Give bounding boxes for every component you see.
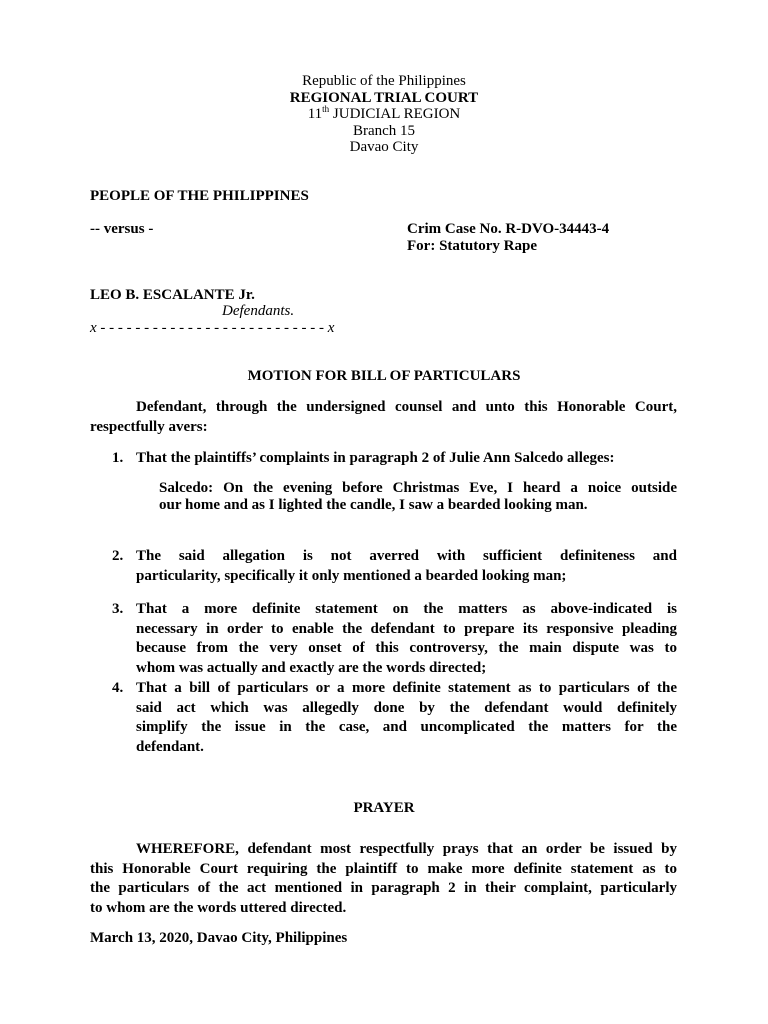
court-name: REGIONAL TRIAL COURT: [289, 90, 479, 106]
prayer-line: WHEREFORE, defendant most respectfully prays that an order be issued by: [136, 841, 677, 857]
item-line: particularity, specifically it only mentioned a bearded looking man;: [136, 567, 567, 584]
item-number: 4.: [112, 680, 124, 696]
prayer-heading: PRAYER: [353, 800, 415, 816]
case-number: Crim Case No. R-DVO-34443-4: [407, 221, 610, 237]
item-line: whom was actually and exactly are the words directed;: [136, 659, 487, 676]
item-number: 3.: [112, 601, 124, 617]
city-line: Davao City: [349, 139, 419, 155]
motion-title: MOTION FOR BILL OF PARTICULARS: [247, 368, 521, 384]
region-suffix: th: [322, 104, 330, 114]
republic-line: Republic of the Philippines: [302, 73, 466, 89]
item-line: That a more definite statement on the matters as above-indicated is: [136, 601, 677, 617]
item-line: simplify the issue in the case, and uncomplicated the matters for the: [136, 719, 677, 735]
item-line: The said allegation is not averred with sufficient definiteness and: [136, 548, 677, 564]
prayer-line: to whom are the words uttered directed.: [90, 899, 347, 916]
item-line: That the plaintiffs’ complaints in paragraph 2 of Julie Ann Salcedo alleges:: [136, 450, 615, 466]
item-line: necessary in order to enable the defendant to prepare its responsive pleading: [136, 620, 677, 637]
intro-paragraph: [90, 398, 677, 437]
list-item: [136, 679, 677, 757]
defendant-name: LEO B. ESCALANTE Jr.: [90, 287, 255, 303]
quote-line: our home and as I lighted the candle, I saw a bearded looking man.: [159, 497, 588, 513]
list-item: [136, 600, 677, 678]
plaintiff-name: PEOPLE OF THE PHILIPPINES: [90, 188, 309, 204]
intro-line: respectfully avers:: [90, 418, 208, 435]
date-line: March 13, 2020, Davao City, Philippines: [90, 930, 348, 946]
defendant-label: Defendants.: [222, 303, 295, 319]
region-text: JUDICIAL REGION: [329, 106, 461, 122]
item-line: because from the very onset of this controversy, the main dispute was to: [136, 640, 677, 656]
list-item: [136, 547, 677, 586]
intro-line: Defendant, through the undersigned counsel and unto this Honorable Court,: [136, 399, 677, 415]
prayer-line: the particulars of the act mentioned in paragraph 2 in their complaint, particularly: [90, 880, 677, 896]
branch-line: Branch 15: [352, 123, 416, 139]
caption-separator: x - - - - - - - - - - - - - - - - - - - - - - - - - - x: [90, 320, 335, 336]
prayer-paragraph: [90, 840, 677, 918]
item-line: That a bill of particulars or a more definite statement as to particulars of the: [136, 680, 677, 696]
quote-line: Salcedo: On the evening before Christmas Eve, I heard a noice outside: [159, 480, 677, 496]
region-number: 11: [307, 106, 323, 122]
list-item: [136, 449, 696, 469]
item-number: 2.: [112, 548, 124, 564]
item-line: defendant.: [136, 738, 204, 755]
prayer-line: this Honorable Court requiring the plaintiff to make more definite statement as to: [90, 860, 677, 877]
item-line: said act which was allegedly done by the defendant would definitely: [136, 699, 677, 716]
quoted-statement: [159, 480, 677, 514]
versus-line: -- versus -: [90, 221, 154, 237]
item-number: 1.: [112, 450, 124, 466]
case-type: For: Statutory Rape: [407, 238, 537, 254]
judicial-region: [0, 106, 768, 123]
